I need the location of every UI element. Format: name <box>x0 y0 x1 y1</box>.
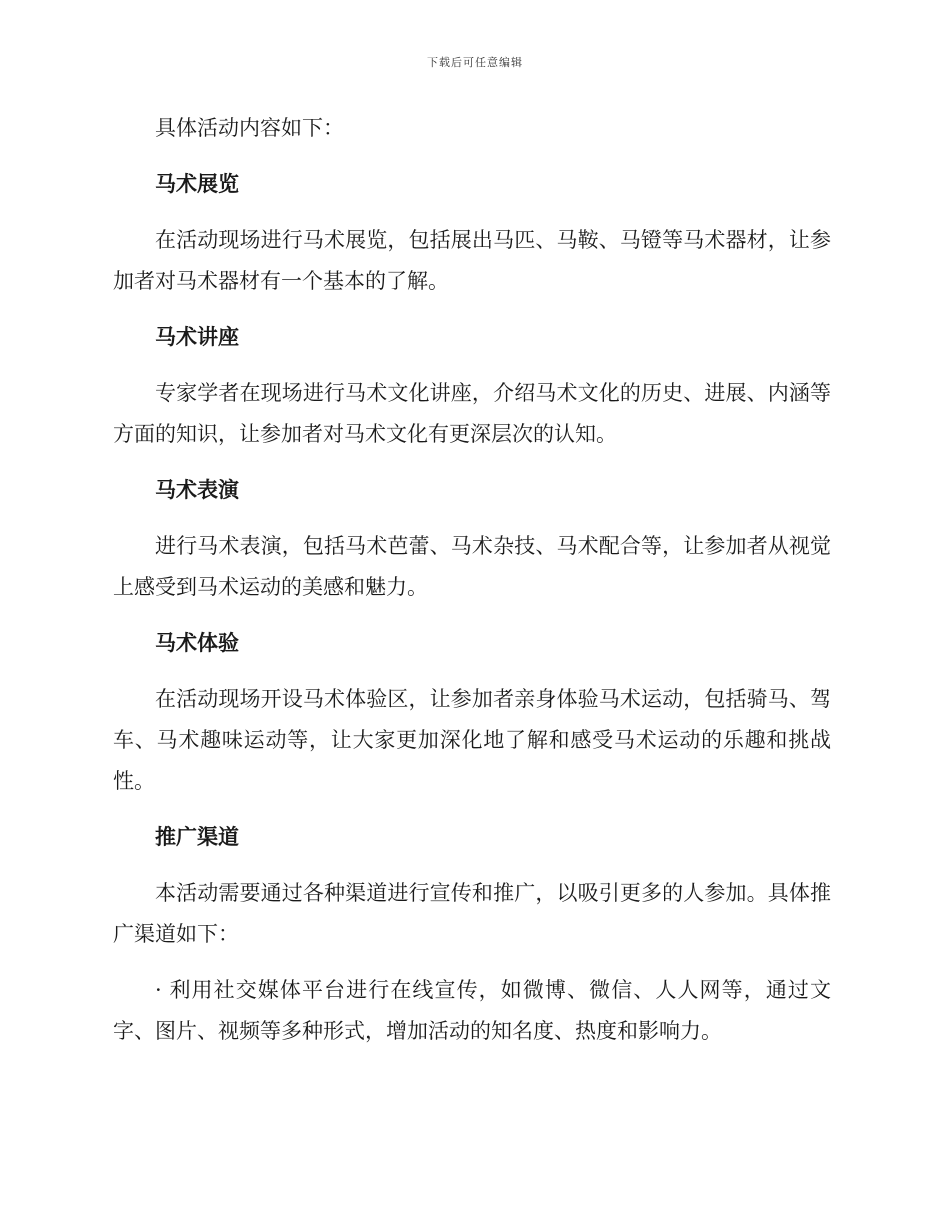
document-body <box>113 108 831 1052</box>
section-body-performance: 进行马术表演，包括马术芭蕾、马术杂技、马术配合等，让参加者从视觉上感受到马术运动的美感和魅力。 <box>113 534 831 599</box>
section-body-experience: 在活动现场开设马术体验区，让参加者亲身体验马术运动，包括骑马、驾车、马术趣味运动等，让大家更加深化地了解和感受马术运动的乐趣和挑战性。 <box>113 687 831 793</box>
intro-paragraph: 具体活动内容如下： <box>155 116 344 140</box>
section-body-promotion: 本活动需要通过各种渠道进行宣传和推广，以吸引更多的人参加。具体推广渠道如下： <box>113 881 831 946</box>
section-heading-promotion: 推广渠道 <box>155 825 239 849</box>
page-header: 下载后可任意编辑 <box>427 56 523 69</box>
section-heading-lecture: 马术讲座 <box>155 325 239 349</box>
section-heading-performance: 马术表演 <box>155 478 239 502</box>
section-heading-experience: 马术体验 <box>155 631 239 655</box>
section-heading-exhibition: 马术展览 <box>155 172 239 196</box>
section-body-lecture: 专家学者在现场进行马术文化讲座，介绍马术文化的历史、进展、内涵等方面的知识，让参加者对马术文化有更深层次的认知。 <box>113 381 831 446</box>
section-body-exhibition: 在活动现场进行马术展览，包括展出马匹、马鞍、马镫等马术器材，让参加者对马术器材有一个基本的了解。 <box>113 228 831 293</box>
bullet-item: · 利用社交媒体平台进行在线宣传，如微博、微信、人人网等，通过文字、图片、视频等多种形式，增加活动的知名度、热度和影响力。 <box>113 978 831 1043</box>
